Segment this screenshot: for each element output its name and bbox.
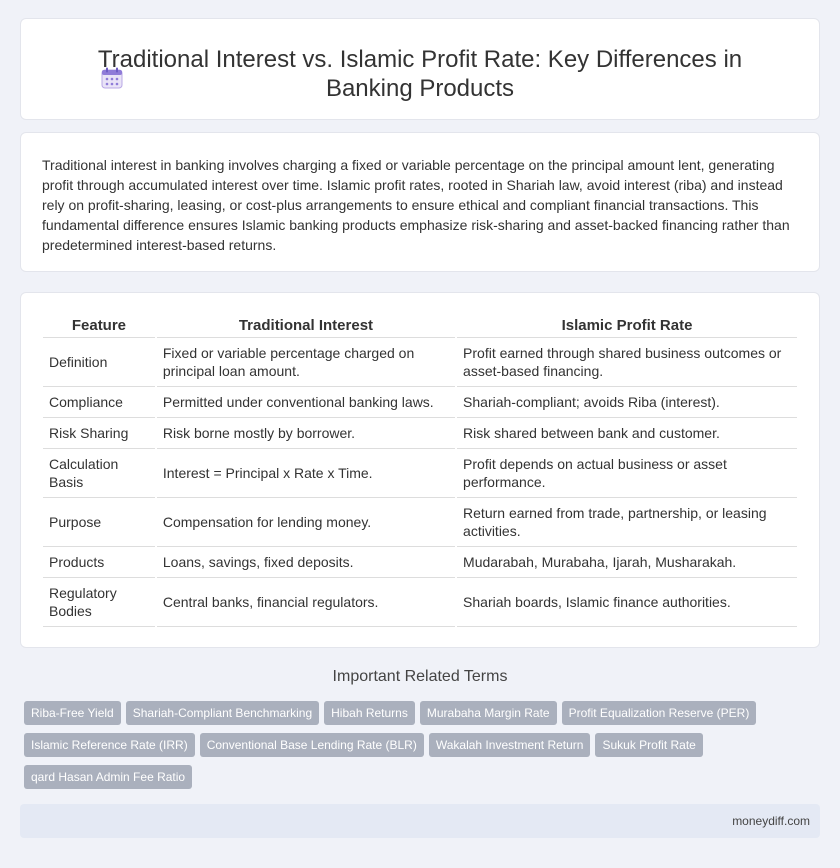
related-term-tag[interactable]: Shariah-Compliant Benchmarking — [126, 701, 319, 725]
table-cell: Regulatory Bodies — [43, 578, 155, 627]
table-cell: Interest = Principal x Rate x Time. — [157, 449, 455, 498]
table-row — [43, 547, 797, 578]
table-row — [43, 418, 797, 449]
related-term-tag[interactable]: Hibah Returns — [324, 701, 415, 725]
table-row — [43, 338, 797, 387]
table-cell: Shariah boards, Islamic finance authorities. — [457, 578, 797, 627]
table-row — [43, 449, 797, 498]
table-header-row — [43, 315, 797, 338]
related-term-tag[interactable]: Islamic Reference Rate (IRR) — [24, 733, 195, 757]
table-cell: Permitted under conventional banking laws. — [157, 387, 455, 418]
table-cell: Calculation Basis — [43, 449, 155, 498]
table-cell: Risk Sharing — [43, 418, 155, 449]
related-term-tag[interactable]: Conventional Base Lending Rate (BLR) — [200, 733, 424, 757]
table-cell: Loans, savings, fixed deposits. — [157, 547, 455, 578]
related-terms-list — [24, 701, 814, 797]
header-islamic-profit-rate: Islamic Profit Rate — [457, 315, 797, 338]
table-cell: Compliance — [43, 387, 155, 418]
table-cell: Definition — [43, 338, 155, 387]
table-cell: Purpose — [43, 498, 155, 547]
related-term-tag[interactable]: Wakalah Investment Return — [429, 733, 591, 757]
related-term-tag[interactable]: Riba-Free Yield — [24, 701, 121, 725]
table-row — [43, 578, 797, 627]
related-term-tag[interactable]: Murabaha Margin Rate — [420, 701, 557, 725]
table-row — [43, 498, 797, 547]
intro-card — [20, 132, 820, 272]
comparison-card — [20, 292, 820, 648]
table-cell: Mudarabah, Murabaha, Ijarah, Musharakah. — [457, 547, 797, 578]
site-name[interactable]: moneydiff.com — [732, 814, 810, 828]
table-cell: Profit earned through shared business outcomes or asset-based financing. — [457, 338, 797, 387]
table-cell: Profit depends on actual business or asset performance. — [457, 449, 797, 498]
header-feature: Feature — [43, 315, 155, 338]
related-term-tag[interactable]: qard Hasan Admin Fee Ratio — [24, 765, 192, 789]
header-traditional-interest: Traditional Interest — [157, 315, 455, 338]
table-cell: Compensation for lending money. — [157, 498, 455, 547]
table-cell: Risk borne mostly by borrower. — [157, 418, 455, 449]
table-cell: Risk shared between bank and customer. — [457, 418, 797, 449]
table-cell: Shariah-compliant; avoids Riba (interest). — [457, 387, 797, 418]
page-title: Traditional Interest vs. Islamic Profit Rate: Key Differences in Banking Products — [97, 46, 743, 102]
related-term-tag[interactable]: Profit Equalization Reserve (PER) — [562, 701, 757, 725]
table-cell: Products — [43, 547, 155, 578]
intro-text: Traditional interest in banking involves charging a fixed or variable percentage on the principal amount lent, generating profit through accumulated interest over time. Islamic profit rates, rooted in Shariah law, avoid interest (riba) and instead rely on profit-sharing, leasing, or cost-plus arrangements to ensure ethical and compliant financial transactions. This fundamental difference ensures Islamic banking products emphasize risk-sharing and asset-backed financing rather than predetermined interest-based returns. — [42, 157, 790, 253]
related-terms-title: Important Related Terms — [332, 668, 508, 685]
related-term-tag[interactable]: Sukuk Profit Rate — [595, 733, 702, 757]
comparison-table — [41, 315, 799, 627]
table-row — [43, 387, 797, 418]
table-cell: Fixed or variable percentage charged on principal loan amount. — [157, 338, 455, 387]
table-cell: Central banks, financial regulators. — [157, 578, 455, 627]
table-cell: Return earned from trade, partnership, or leasing activities. — [457, 498, 797, 547]
footer — [20, 804, 820, 838]
header-card — [20, 18, 820, 120]
